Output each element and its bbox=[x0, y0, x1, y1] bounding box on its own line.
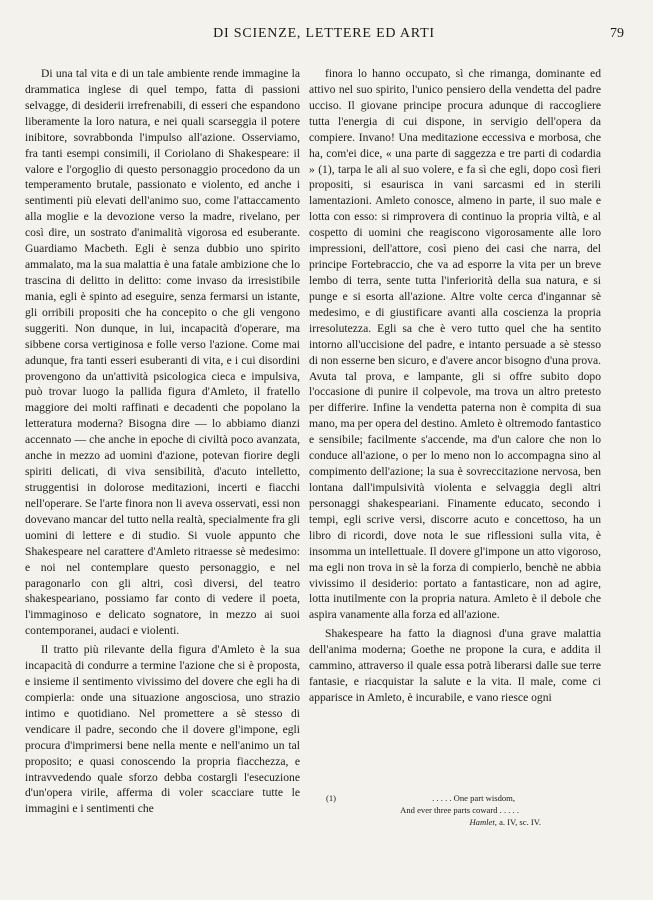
right-column bbox=[309, 66, 601, 706]
paragraph: Il tratto più rilevante della figura d'Amleto è la sua incapacità di condurre a termine l'azione che si è proposta, e insieme il sentimento vivissimo del dovere che egli ha di compierla: onde una situazione angosciosa, uno strazio intimo e quotidiano. Nel promettere a sè stesso di vendicare il padre, secondo che il dovere gl'impone, egli procura d'imprimersi bene nella mente e nell'animo un tal proposito; e quasi conoscendo la propria fiacchezza, e intravvedendo quale sforzo debba costargli l'esecuzione d'un'opera virile, afferma di voler scacciare tutte le immagini e i sentimenti che bbox=[25, 643, 300, 816]
footnote-quote-line: And ever three parts coward . . . . . bbox=[400, 805, 519, 815]
running-header bbox=[24, 26, 624, 48]
paragraph: Shakespeare ha fatto la diagnosi d'una grave malattia dell'anima moderna; Goethe ne propone la cura, e addita il cammino, attraverso il quale essa potrà liberarsi dalle sue terre fantasie, e riacquistar la salute e la vita. Il male, come ci apparisce in Amleto, è incurabile, e vano riesce ogni bbox=[309, 627, 601, 704]
footnote bbox=[309, 792, 601, 828]
footnote-citation-ref: a. IV, sc. IV. bbox=[499, 817, 541, 827]
left-column bbox=[25, 66, 300, 817]
footnote-citation bbox=[309, 816, 601, 828]
footnote-marker: (1) bbox=[326, 793, 337, 803]
paragraph: finora lo hanno occupato, sì che rimanga, dominante ed attivo nel suo spirito, l'unico pensiero della vendetta del padre ucciso. Il giovane principe procura adunque di raccogliere tutta l'energia di cui dispone, in servigio dell'opera da compiere. Invano! Una meditazione eccessiva e morbosa, che ha, com'ei dice, « una parte di saggezza e tre parti di codardia » (1), tarpa le ali al suo volere, e fa sì che egli, dopo così fieri propositi, si esaurisca in vani sarcasmi ed in sterili lamentazioni. Amleto conosce, almeno in parte, il suo male e lotta con esso: si rimprovera di continuo la propria viltà, e al cospetto di uomini che reagiscono vigorosamente alle loro impressioni, dell'attore, così pieno dei casi che narra, del principe Fortebraccio, che va ad esporre la vita per un breve lembo di terra, sente tutta l'inferiorità della sua natura, e si punge e si esorta all'azione. Altre volte cerca d'ingannar sè medesimo, e di giustificare avanti alla coscienza la propria irresolutezza. Egli sa che è vero tutto quel che ha sentito intorno all'uccisione del padre, e intanto persuade a sè stesso di non esserne ben sicuro, e d'avere ancor bisogno d'una prova. Avuta tal prova, e lampante, gli si offre subito dopo l'occasione di punire il colpevole, ma trova un altro pretesto per differire. Infine la vendetta paterna non è compita di sua mano, ma per opera del destino. Amleto è oltremodo fantastico e sensibile; facilmente s'accende, ma d'un calore che non lo conduce all'azione, o per lo meno non lo accompagna sino al compimento dell'azione; la sua è sovreccitazione nervosa, ben lontana dall'impulsività violenta e selvaggia degli altri personaggi shakespeariani. Finamente educato, secondo i tempi, egli scrive versi, discorre acuto e concettoso, ha un libro di ricordi, dove nota le sue riflessioni sulla vita, è insomma un intellettuale. Il dovere gl'impone un atto vigoroso, ma egli non trova in sè la forza di compierlo, benchè ne abbia vivissimo il desiderio: portato a fantasticare, non ad agire, lotta inutilmente con la propria natura. Amleto è il debole che aspira vanamente alla forza ed all'azione. bbox=[309, 67, 602, 622]
page-number: 79 bbox=[610, 26, 624, 41]
paragraph: Di una tal vita e di un tale ambiente rende immagine la drammatica inglese di quel tempo, fatta di passioni selvagge, di desiderii irrefrenabili, di esseri che espandono liberamente la loro natura, e nei quali scarseggia il potere inibitore, sovrabbonda l'impulso all'azione. Osserviamo, fra tanti esempi consimili, il Coriolano di Shakespeare: il valore e l'orgoglio di questo personaggio procedono da un temperamento brutale, passionato e violento, ed anche i sentimenti più elevati dell'animo suo, come l'attaccamento alla moglie e la devozione verso la madre, rivelano, per così dire, un sostrato d'animalità vigorosa ed esuberante. Guardiamo Macbeth. Egli è senza dubbio uno spirito ammalato, ma la sua malattia è una fatale ambizione che lo trascina di delitto in delitto: come invaso da irresistibile mania, egli è spinto ad eseguire, senza fermarsi un istante, gli orribili propositi che ha concepito o che gli vengono suggeriti. Non dunque, in lui, incapacità d'operare, ma sibbene corsa vertiginosa e folle verso l'azione. Come mai adunque, fra tanti esseri esuberanti di vita, e i cui disordini provengono da un'attività psicologica cieca e impulsiva, può trovar luogo la pallida figura d'Amleto, il fratello maggiore dei molti raffinati e decadenti che popolano la letteratura moderna? Bisogna dire — lo abbiamo dianzi accennato — che anche in epoche di civiltà poco avanzata, anche in mezzo ad uomini d'azione, potevan fiorire degli spiriti delicati, di viva sensibilità, d'acuto intelletto, struggentisi in dolorose meditazioni, incerti e fiacchi nell'operare. Se l'arte finora non li aveva osservati, essi non dovevano mancar del tutto nella realtà, specialmente fra gli uomini di lettere e di studio. Si vuole appunto che Shakespeare nel carattere d'Amleto ritraesse sè medesimo: e noi nel contemplare questo personaggio, e nel paragonarlo con gli altri, così diversi, del teatro shakespeariano, possiamo far conto di vedere il poeta, l'immaginoso e delicato sognatore, in mezzo ai suoi contemporanei, audaci e violenti. bbox=[25, 67, 300, 638]
running-head-title: DI SCIENZE, LETTERE ED ARTI bbox=[213, 26, 435, 41]
footnote-quote-line: . . . . . One part wisdom, bbox=[432, 793, 515, 803]
footnote-citation-work: Hamlet, bbox=[469, 817, 497, 827]
